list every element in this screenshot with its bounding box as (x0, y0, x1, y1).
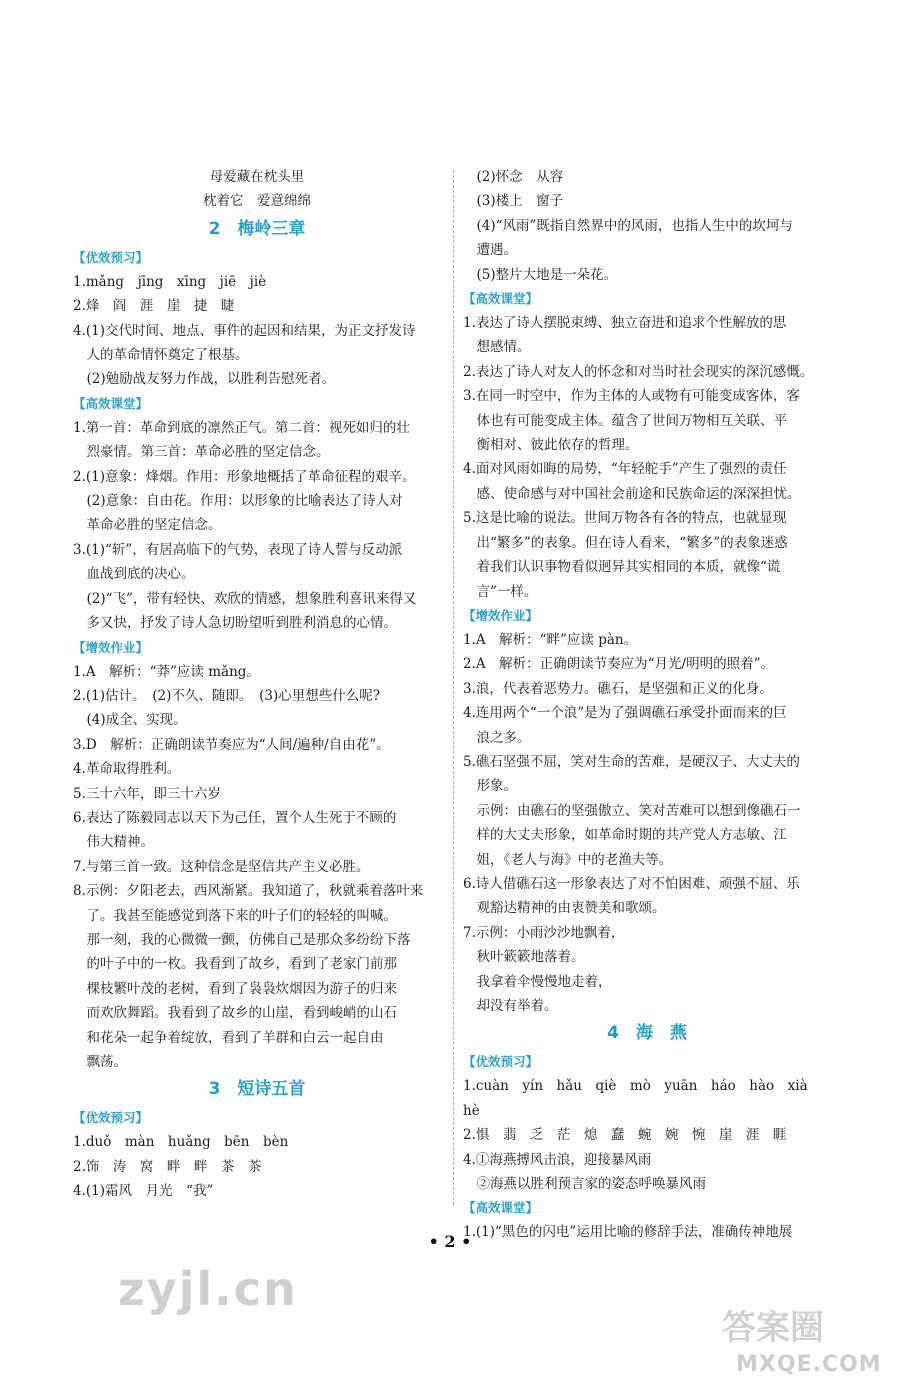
section-title: 3 短诗五首 (208, 1079, 306, 1100)
answer-line: 1.cuàn yín hǎu qiè mò yuān háo hào xià hè (463, 1078, 822, 1119)
answer-line-continued: (2)勉励战友努力作战，以胜利告慰死者。 (86, 371, 336, 388)
section-title: 4 海 燕 (607, 1023, 687, 1044)
answer-line-continued: 和花朵一起争着绽放，看到了羊群和白云一起自由 (86, 1029, 384, 1046)
answer-line: 1.表达了诗人摆脱束缚、独立奋进和追求个性解放的思 (463, 315, 787, 332)
answer-line-continued: 那一刻，我的心微微一颤，仿佛自己是那众多纷纷下落 (86, 931, 411, 948)
answer-line-continued: 我拿着伞慢慢地走着， (476, 973, 612, 990)
left-column (73, 165, 441, 1204)
subsection-label: 【优效预习】 (73, 249, 149, 265)
answer-line-continued: 人的革命情怀奠定了根基。 (86, 347, 249, 364)
answer-line-continued: (2)“飞”，带有轻快、欢欣的情感，想象胜利喜讯来得又 (86, 590, 417, 607)
answer-line-continued: 遭遇。 (476, 242, 517, 259)
answer-line-continued: (5)整片大地是一朵花。 (476, 266, 618, 283)
answer-line: 4.革命取得胜利。 (73, 761, 181, 778)
answer-line-continued: 形象。 (476, 778, 517, 795)
answer-line-continued: 想感情。 (476, 339, 531, 356)
answer-line: 4.(1)交代时间、地点、事件的起因和结果，为正文抒发诗 (73, 322, 416, 339)
answer-line: 2.惧 翡 乏 茫 熄 蠢 蜿 婉 惋 崖 涯 睚 (463, 1127, 787, 1144)
answer-line-continued: 体也有可能变成主体。蕴含了世间万物相互关联、平 (476, 412, 787, 429)
poem-line: 母爱藏在枕头里 (209, 169, 305, 185)
subsection-label: 【优效预习】 (463, 1054, 539, 1070)
answer-line-continued: 样的大丈夫形象，如革命时期的共产党人方志敏、江 (476, 827, 787, 844)
answer-line: 2.(1)意象：烽烟。作用：形象地概括了革命征程的艰辛。 (73, 468, 416, 485)
answer-line-continued: (4)成全、实现。 (86, 712, 187, 729)
answer-line: 6.诗人借礁石这一形象表达了对不怕困难、顽强不屈、乐 (463, 875, 800, 892)
answer-line: 3.D 解析：正确朗读节奏应为“人间/遍种/自由花”。 (73, 736, 390, 753)
answer-line-continued: 却没有举着。 (476, 998, 558, 1014)
poem-line: 枕着它 爱意绵绵 (203, 193, 311, 210)
answer-line-continued: 出“繁多”的表象。但在诗人看来，“繁多”的表象迷惑 (476, 534, 788, 551)
answer-line: 2.(1)估计。 (2)不久、随即。 (3)心里想些什么呢? (73, 687, 380, 704)
answer-line: 4.连用两个“一个浪”是为了强调礁石承受扑面而来的巨 (463, 705, 787, 722)
answer-line-continued: (4)“风雨”既指自然界中的风雨，也指人生中的坎坷与 (476, 217, 793, 234)
answer-line-continued: 秋叶簌簌地落着。 (476, 949, 585, 966)
answer-line: 1.mǎng jīng xīng jiē jiè (73, 273, 267, 290)
subsection-label: 【增效作业】 (73, 639, 149, 655)
answer-line: 2.表达了诗人对友人的怀念和对当时社会现实的深沉感慨。 (463, 363, 814, 380)
answer-line: 5.三十六年，即三十六岁 (73, 785, 221, 802)
watermark-zyjl: zyjl.cn (118, 1262, 298, 1316)
answer-line: 5.礁石坚强不屈，笑对生命的苦难，是硬汉子、大丈夫的 (463, 753, 800, 770)
answer-line: 1.(1)“黑色的闪电”运用比喻的修辞手法，准确传神地展 (463, 1224, 793, 1241)
answer-line-continued: 观豁达精神的由衷赞美和歌颂。 (476, 900, 666, 917)
right-column (463, 165, 831, 1245)
answer-line-continued: 伟大精神。 (86, 834, 154, 851)
subsection-label: 【高效课堂】 (73, 395, 149, 411)
subsection-label: 【高效课堂】 (463, 291, 539, 307)
answer-line: 2.A 解析：正确朗读节奏应为“月光/明明的照着”。 (463, 656, 774, 673)
answer-line-continued: 血战到底的决心。 (86, 566, 195, 583)
answer-line-continued: 飘荡。 (86, 1054, 127, 1070)
section-title: 2 梅岭三章 (208, 218, 306, 239)
answer-line: 2.烽 阎 涯 崖 捷 睫 (73, 298, 235, 315)
answer-line: 1.第一首：革命到底的凛然正气。第二首：视死如归的壮 (73, 419, 410, 436)
answer-line-continued: 姐，《老人与海》中的老渔夫等。 (476, 851, 673, 868)
answer-line-continued: 衡相对、彼此依存的哲理。 (476, 437, 639, 454)
answer-line-continued: 浪之多。 (476, 729, 531, 746)
answer-line-continued: 棵枝繁叶茂的老树，看到了袅袅炊烟因为游子的归来 (86, 980, 397, 997)
answer-line: 1.A 解析：“莽”应读 mǎng。 (73, 663, 260, 680)
answer-line-continued: 烈豪情。第三首：革命必胜的坚定信念。 (86, 444, 330, 461)
page-number: • 2 • (428, 1232, 472, 1251)
watermark-daanquan: 答案圈 (722, 1308, 824, 1348)
answer-line: 2.饰 涛 窝 畔 畔 茶 茶 (73, 1158, 262, 1175)
subsection-label: 【优效预习】 (73, 1110, 149, 1126)
answer-line-continued: 革命必胜的坚定信念。 (86, 517, 222, 534)
answer-line-continued: 的叶子中的一枚。我看到了故乡，看到了老家门前那 (86, 956, 397, 973)
answer-line: 3.(1)“斩”，有居高临下的气势，表现了诗人誓与反动派 (73, 541, 403, 558)
answer-line-continued: ②海燕以胜利预言家的姿态呼唤暴风雨 (476, 1176, 706, 1193)
answer-line: 3.在同一时空中，作为主体的人或物有可能变成客体，客 (463, 388, 800, 405)
answer-line-continued: (2)怀念 从容 (476, 169, 564, 185)
answer-line-continued: 了。我甚至能感觉到落下来的叶子们的轻轻的叫喊。 (86, 907, 397, 924)
answer-line-continued: 感、使命感与对中国社会前途和民族命运的深深担忧。 (476, 485, 801, 502)
answer-line: 7.示例：小雨沙沙地飘着， (463, 924, 625, 941)
answer-line-continued: 言”一样。 (476, 583, 538, 600)
answer-line: 6.表达了陈毅同志以天下为己任，置个人生死于不顾的 (73, 809, 397, 826)
subsection-label: 【高效课堂】 (463, 1200, 539, 1216)
answer-line: 4.(1)霜风 月光 “我” (73, 1183, 214, 1200)
answer-line: 3.浪，代表着恶势力。礁石，是坚强和正义的化身。 (463, 680, 773, 697)
answer-line-continued: (3)楼上 窗子 (476, 193, 564, 210)
answer-line: 8.示例：夕阳老去，西风渐紧。我知道了，秋就乘着落叶来 (73, 883, 424, 900)
answer-line-continued: 而欢欣舞蹈。我看到了故乡的山崖，看到峻峭的山石 (86, 1005, 397, 1022)
answer-line-continued: (2)意象：自由花。作用：以形象的比喻表达了诗人对 (86, 493, 403, 510)
answer-line: 5.这是比喻的说法。世间万物各有各的特点，也就显现 (463, 510, 787, 527)
column-divider (453, 170, 454, 1205)
answer-line-continued: 着我们认识事物看似迥异其实相同的本质，就像“谎 (476, 559, 781, 576)
answer-line: 7.与第三首一致。这种信念是坚信共产主义必胜。 (73, 858, 370, 875)
answer-line: 4.①海燕搏风击浪，迎接暴风雨 (463, 1151, 652, 1168)
answer-line: 1.duǒ màn huǎng bēn bèn (73, 1134, 289, 1151)
answer-line: 4.面对风雨如晦的局势，“年轻舵手”产生了强烈的责任 (463, 461, 787, 478)
answer-line: 1.A 解析：“畔”应读 pàn。 (463, 631, 638, 648)
answer-line-continued: 示例：由礁石的坚强傲立、笑对苦难可以想到像礁石一 (476, 802, 801, 819)
watermark-mxqe: MXQE.COM (736, 1352, 882, 1377)
answer-line-continued: 多又快，抒发了诗人急切盼望听到胜利消息的心情。 (86, 615, 397, 632)
subsection-label: 【增效作业】 (463, 607, 539, 623)
